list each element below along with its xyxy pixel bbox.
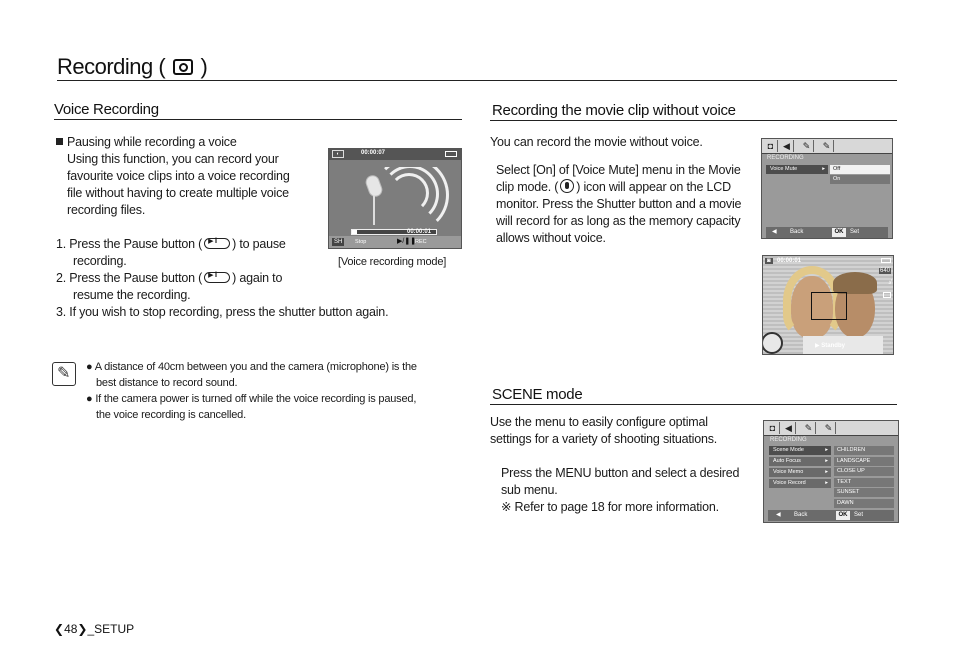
setup2-tab-icon: ✎ — [820, 140, 834, 152]
step-3: 3. If you wish to stop recording, press the shutter button again. — [56, 305, 389, 319]
menu-tab-bar — [762, 139, 892, 154]
bullet-icon: ● — [86, 393, 93, 405]
lcd-resolution: 640 — [879, 268, 890, 274]
option-on[interactable]: On — [830, 175, 890, 184]
option-sunset[interactable]: SUNSET — [834, 488, 894, 497]
lcd-memory-icon — [883, 292, 891, 298]
back-arrow-icon: ◀ — [776, 512, 781, 518]
lcd-preview-screen — [762, 255, 894, 355]
set-label: Set — [854, 512, 864, 518]
voice-screen-caption: [Voice recording mode] — [338, 256, 447, 268]
voice-recording-heading: Voice Recording — [54, 101, 159, 118]
voice-steps: 1. Press the Pause button (▶ ‖ ) to pause recording. 2. Press the Pause button (▶ ‖ ) again to resume the recording. 3. If you wish to stop recording, press the shutter button again. — [56, 236, 462, 321]
setup-tab-icon: ✎ — [802, 422, 816, 434]
notes-block: ● A distance of 40cm between you and the camera (microphone) is the best distance to record sound. ● If the camera power is turned off while the voice recording is paused, the voice recording is cancelled. — [86, 361, 417, 421]
lcd-mute-icon: ♪̸ — [888, 280, 891, 286]
battery-icon — [445, 151, 457, 157]
chevron-right-icon: ❯ — [77, 622, 88, 636]
pause-button-icon — [204, 272, 230, 283]
back-label: Back — [794, 512, 808, 518]
screen-status-bar — [329, 149, 461, 160]
option-landscape[interactable]: LANDSCAPE — [834, 457, 894, 466]
back-arrow-icon: ◀ — [772, 229, 777, 235]
scene-intro: Use the menu to easily configure optimal settings for a variety of shooting situations. — [490, 415, 718, 446]
scene-section-divider — [490, 404, 897, 405]
lcd-time: 00:00:01 — [777, 258, 802, 264]
voice-recording-screen — [328, 148, 462, 249]
voice-mute-menu-screen — [761, 138, 893, 239]
menu-item-voice-mute[interactable]: Voice Mute ▸ — [766, 165, 828, 174]
voice-mute-icon — [560, 179, 574, 193]
setup-tab-icon: ✎ — [800, 140, 814, 152]
standby-icon: ▶ — [815, 343, 820, 349]
menu-footer — [768, 510, 894, 521]
movie-without-voice-heading: Recording the movie clip without voice — [492, 102, 736, 119]
step-2: 2. Press the Pause button (▶ ‖ ) again to — [56, 270, 462, 287]
menu-item-voice-memo[interactable]: Voice Memo ▸ — [769, 468, 831, 477]
back-label: Back — [790, 229, 804, 235]
pause-button-icon — [204, 238, 230, 249]
option-off[interactable]: Off — [830, 165, 890, 174]
option-close-up[interactable]: CLOSE UP — [834, 467, 894, 476]
sh-label: SH — [334, 239, 343, 245]
setup2-tab-icon: ✎ — [822, 422, 836, 434]
scene-mode-heading: SCENE mode — [492, 386, 583, 403]
note-icon — [52, 362, 76, 386]
elapsed-time: 00:00:07 — [361, 150, 386, 156]
focus-frame — [811, 292, 847, 320]
camera-icon — [173, 59, 193, 75]
lcd-mode-dial-icon — [762, 332, 783, 354]
scene-body: Press the MENU button and select a desired sub menu. ※ Refer to page 18 for more information. — [501, 466, 740, 514]
lcd-battery-icon — [881, 258, 891, 263]
menu-heading: RECORDING — [770, 437, 807, 443]
menu-tab-bar — [764, 421, 898, 436]
stop-label: Stop — [355, 239, 367, 245]
menu-item-auto-focus[interactable]: Auto Focus ▸ — [769, 457, 831, 466]
menu-item-voice-record[interactable]: Voice Record ▸ — [769, 479, 831, 488]
rec-label: REC — [415, 239, 427, 245]
sound-tab-icon: ◀ — [782, 422, 796, 434]
ok-button[interactable]: OK — [832, 228, 846, 237]
movie-mode-icon: ◙ — [767, 258, 771, 264]
set-label: Set — [850, 229, 860, 235]
menu-heading: RECORDING — [767, 155, 804, 161]
page-number: ❮48❯_SETUP — [54, 622, 135, 636]
menu-footer — [766, 227, 888, 238]
square-bullet-icon — [56, 138, 63, 145]
screen-footer — [329, 236, 461, 248]
title-divider — [57, 80, 897, 81]
scene-menu-screen — [763, 420, 899, 523]
page-title: Recording ( ) — [57, 54, 208, 79]
movie-body: Select [On] of [Voice Mute] menu in the Movie clip mode. ( ) icon will appear on the LCD monitor. Press the Shutter button and a movie will record for as long as the memory capacity allows without voice. — [496, 163, 742, 245]
play-pause-icon: ▶/❚❚ — [397, 238, 417, 245]
step-1: 1. Press the Pause button (▶ ‖ ) to pause — [56, 236, 462, 253]
camera-tab-icon: ◘ — [764, 140, 778, 152]
movie-section-divider — [490, 120, 897, 121]
mode-icon: ◐ — [332, 150, 344, 158]
movie-intro: You can record the movie without voice. — [490, 135, 703, 149]
voice-section-divider — [54, 119, 462, 120]
option-dawn[interactable]: DAWN — [834, 499, 894, 508]
microphone-icon — [363, 175, 385, 225]
waveform-arcs — [379, 167, 459, 229]
menu-item-scene-mode[interactable]: Scene Mode ▸ — [769, 446, 831, 455]
lcd-standby: ▶ Standby — [815, 343, 845, 349]
camera-tab-icon: ◘ — [766, 422, 780, 434]
voice-intro-block: Pausing while recording a voice Using this function, you can record your favourite voice clips into a voice recording file without having to create multiple voice recording files. — [56, 134, 326, 219]
bullet-icon: ● — [86, 361, 93, 373]
option-text[interactable]: TEXT — [834, 478, 894, 487]
remaining-time: 00:00:01 — [407, 229, 432, 235]
chevron-left-icon: ❮ — [54, 622, 65, 636]
sound-tab-icon: ◀ — [780, 140, 794, 152]
ok-button[interactable]: OK — [836, 511, 850, 520]
option-children[interactable]: CHILDREN — [834, 446, 894, 455]
